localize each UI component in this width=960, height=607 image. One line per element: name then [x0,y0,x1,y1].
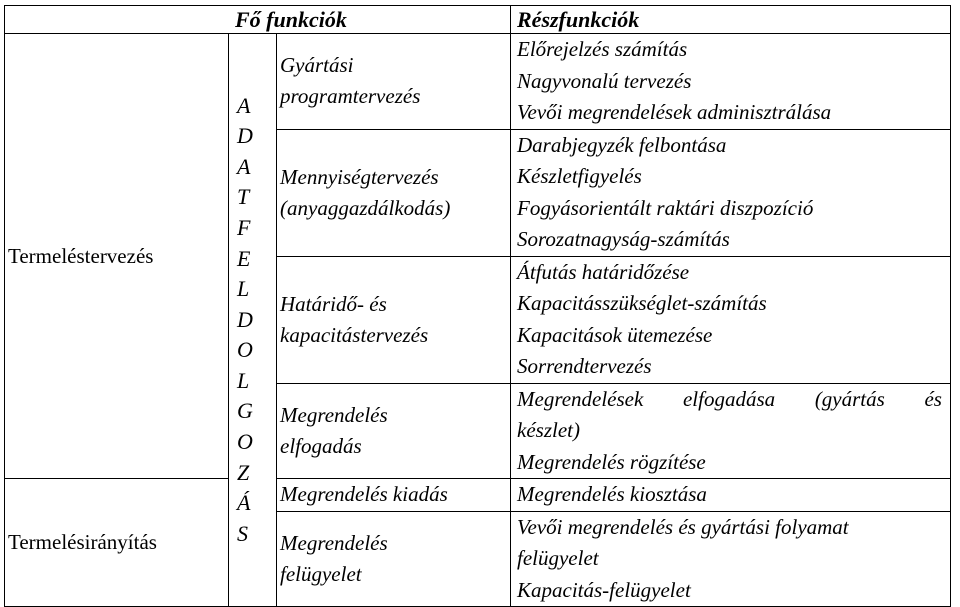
group-planning: Termeléstervezés [5,34,229,479]
vertical-letter: A [237,153,251,179]
main-function-word: Határidő- [280,291,364,316]
sub-function-item: Megrendelés kiosztása [517,482,707,506]
main-function-line: Megrendelés [280,402,388,427]
sub-function-cell [511,511,951,607]
table-row [5,34,951,130]
sub-function-item: készlet) [517,418,580,442]
vertical-letter: F [237,214,251,240]
sub-function-cell [511,34,951,130]
sub-function-item: Darabjegyzék felbontása [517,132,727,157]
main-function-cell [277,256,511,383]
main-function-cell [277,34,511,130]
main-function-line: programtervezés [280,84,421,109]
sub-function-cell [511,383,951,479]
main-function-line: Megrendelés [280,530,388,555]
main-function-line: kapacitástervezés [280,322,429,347]
sub-function-item: Megrendelés rögzítése [517,449,706,474]
vertical-letter: S [237,520,248,546]
vertical-letter: Á [237,490,251,516]
function-table [4,5,951,607]
sub-function-item: Kapacitás-felügyelet [517,577,691,602]
vertical-letter: O [237,429,253,455]
main-function-line: Mennyiségtervezés [280,164,439,189]
sub-function-item: Sorozatnagyság-számítás [517,227,730,251]
vertical-letter: L [237,367,250,393]
sub-function-item: Kapacitások ütemezése [517,322,713,347]
header-main-functions: Fő funkciók [5,6,511,34]
main-function-line: Gyártási [280,53,354,78]
sub-function-word: Megrendelések [517,386,644,411]
sub-function-item: Kapacitásszükséglet-számítás [517,291,767,315]
main-function-cell [277,479,511,512]
group-control: Termelésirányítás [5,479,229,607]
sub-function-item: Sorrendtervezés [517,354,652,378]
sub-function-word: és [924,386,942,411]
sub-function-item [517,384,942,416]
sub-function-cell [511,479,951,512]
main-function-word: és [369,291,387,316]
sub-function-item: Átfutás határidőzése [517,259,690,284]
vertical-letter: Z [237,459,250,485]
vertical-letter: T [237,184,250,210]
main-function-cell [277,383,511,479]
sub-function-item: Fogyásorientált raktári diszpozíció [517,195,814,220]
vertical-letter: E [237,245,251,271]
table-row [5,479,951,512]
main-function-cell [277,511,511,607]
sub-function-cell [511,129,951,256]
sub-function-item: Előrejelzés számítás [517,37,688,61]
vertical-letter: D [237,306,253,332]
vertical-letter: G [237,398,253,424]
sub-function-cell [511,256,951,383]
vertical-letter: A [237,92,251,118]
main-function-line: Megrendelés kiadás [280,482,448,507]
vertical-letter: O [237,337,253,363]
sub-function-item: Készletfigyelés [517,164,642,188]
vertical-label [229,34,277,607]
sub-function-item: Vevői megrendelések adminisztrálása [517,100,832,124]
sub-function-item: felügyelet [517,546,599,570]
header-row [5,6,951,34]
main-function-line: (anyaggazdálkodás) [280,195,451,220]
sub-function-item: Vevői megrendelés és gyártási folyamat [517,514,849,539]
vertical-letter: D [237,123,253,149]
header-sub-functions: Részfunkciók [511,6,951,34]
sub-function-word: (gyártás [814,386,885,411]
sub-function-word: elfogadása [682,386,776,411]
main-function-cell [277,129,511,256]
vertical-letter: L [237,276,250,302]
main-function-line [280,289,502,320]
main-function-line: felügyelet [280,561,362,586]
main-function-line: elfogadás [280,433,362,458]
sub-function-item: Nagyvonalú tervezés [517,68,692,93]
